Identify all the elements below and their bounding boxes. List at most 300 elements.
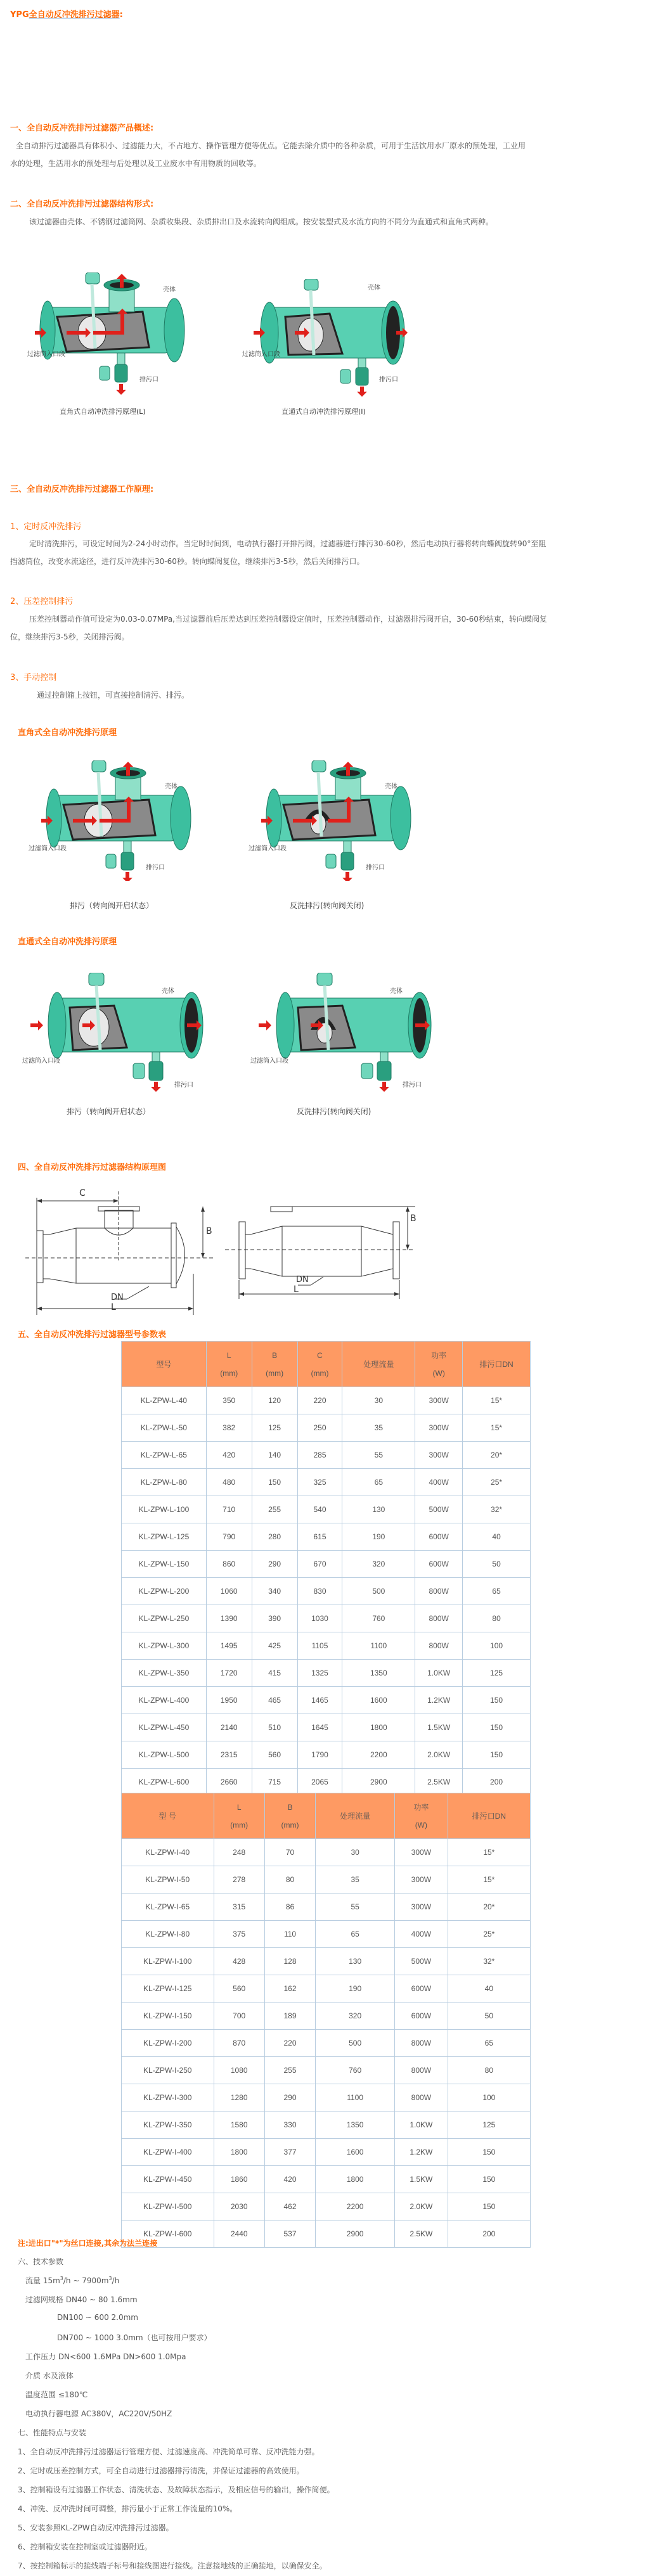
cell-model: KL-ZPW-I-250 xyxy=(122,2057,214,2084)
table-row xyxy=(122,2111,531,2139)
table-row xyxy=(122,1839,531,1866)
table-cell: 2.5KW xyxy=(415,1769,463,1796)
section3-heading: 三、全自动反冲洗排污过滤器工作原理: xyxy=(10,485,154,494)
cell-model: KL-ZPW-L-65 xyxy=(122,1442,207,1469)
table-cell: 2900 xyxy=(316,2220,395,2248)
dimension-drawing-straight xyxy=(225,1198,415,1305)
table-cell: 300W xyxy=(395,1866,448,1894)
dim-label-l: L xyxy=(294,1285,299,1295)
table-row xyxy=(122,1632,531,1660)
cell-model: KL-ZPW-L-50 xyxy=(122,1414,207,1442)
table-cell: 1060 xyxy=(206,1578,252,1605)
table-cell: 382 xyxy=(206,1414,252,1442)
table-cell: 30 xyxy=(316,1839,395,1866)
cell-model: KL-ZPW-L-150 xyxy=(122,1551,207,1578)
col-drain-dn: 排污口DN xyxy=(463,1342,531,1387)
table-cell: 715 xyxy=(252,1769,297,1796)
cell-model: KL-ZPW-I-300 xyxy=(122,2084,214,2111)
col-power: 功率 (W) xyxy=(395,1793,448,1839)
table-cell: 710 xyxy=(206,1496,252,1523)
table-cell: 50 xyxy=(463,1551,531,1578)
table-cell: 1800 xyxy=(214,2139,264,2166)
table-cell: 465 xyxy=(252,1687,297,1714)
table-cell: 320 xyxy=(342,1551,415,1578)
table-cell: 15* xyxy=(463,1414,531,1442)
feature-item: 1、全自动反冲洗排污过滤器运行管理方便、过滤速度高、冲洗简单可靠、反冲洗能力强。 xyxy=(18,2447,320,2456)
table-cell: 425 xyxy=(252,1632,297,1660)
cell-model: KL-ZPW-I-500 xyxy=(122,2193,214,2220)
table-cell: 32* xyxy=(463,1496,531,1523)
table-cell: 480 xyxy=(206,1469,252,1496)
table-cell: 800W xyxy=(415,1578,463,1605)
label-shell: 壳体 xyxy=(390,988,403,995)
table-cell: 120 xyxy=(252,1387,297,1414)
table-cell: 300W xyxy=(415,1442,463,1469)
table-cell: 560 xyxy=(214,1975,264,2002)
table-cell: 415 xyxy=(252,1660,297,1687)
table-cell: 125 xyxy=(463,1660,531,1687)
label-drain: 排污口 xyxy=(379,376,398,383)
table-cell: 35 xyxy=(342,1414,415,1442)
section1-heading: 一、全自动反冲洗排污过滤器产品概述: xyxy=(10,124,154,133)
table-row xyxy=(122,1687,531,1714)
table-cell: 150 xyxy=(448,2193,530,2220)
table-cell: 500 xyxy=(342,1578,415,1605)
label-drain: 排污口 xyxy=(174,1082,193,1089)
table-cell: 278 xyxy=(214,1866,264,1894)
table-row xyxy=(122,2166,531,2193)
table-cell: 760 xyxy=(316,2057,395,2084)
table-cell: 55 xyxy=(316,1894,395,1921)
table-row xyxy=(122,1866,531,1894)
dimension-drawing-i-svg xyxy=(225,1198,415,1305)
section7-heading: 七、性能特点与安装 xyxy=(18,2428,87,2437)
table-cell: 600W xyxy=(395,2002,448,2030)
table-cell: 150 xyxy=(463,1741,531,1769)
col-drain-dn: 排污口DN xyxy=(448,1793,530,1839)
table-cell: 100 xyxy=(463,1632,531,1660)
table-row xyxy=(122,2084,531,2111)
table-cell: 1.2KW xyxy=(395,2139,448,2166)
table-cell: 150 xyxy=(463,1687,531,1714)
table-cell: 300W xyxy=(415,1387,463,1414)
table-row xyxy=(122,1921,531,1948)
table-cell: 2030 xyxy=(214,2193,264,2220)
table-cell: 2.0KW xyxy=(395,2193,448,2220)
table-cell: 2200 xyxy=(316,2193,395,2220)
col-power: 功率 (W) xyxy=(415,1342,463,1387)
table-cell: 540 xyxy=(297,1496,342,1523)
figure-straight-closed xyxy=(247,973,437,1099)
table-cell: 20* xyxy=(448,1894,530,1921)
table-cell: 800W xyxy=(415,1605,463,1632)
table-cell: 1800 xyxy=(342,1714,415,1741)
table-cell: 2065 xyxy=(297,1769,342,1796)
cell-model: KL-ZPW-L-500 xyxy=(122,1741,207,1769)
cell-model: KL-ZPW-I-450 xyxy=(122,2166,214,2193)
cell-model: KL-ZPW-L-350 xyxy=(122,1660,207,1687)
title-prefix: YPG xyxy=(10,10,29,20)
tech-mesh-3: DN700 ~ 1000 3.0mm（也可按用户要求） xyxy=(57,2333,212,2342)
table-header-row xyxy=(122,1342,531,1387)
label-shell: 壳体 xyxy=(368,285,380,292)
table-cell: 800W xyxy=(415,1632,463,1660)
table-note: 注:进出口"*"为丝口连接,其余为法兰连接 xyxy=(18,2239,158,2248)
tech-pressure: 工作压力 DN<600 1.6MPa DN>600 1.0Mpa xyxy=(25,2352,186,2361)
table-cell: 1350 xyxy=(342,1660,415,1687)
table-cell: 300W xyxy=(395,1894,448,1921)
table-cell: 248 xyxy=(214,1839,264,1866)
table-cell: 2.5KW xyxy=(395,2220,448,2248)
cell-model: KL-ZPW-I-400 xyxy=(122,2139,214,2166)
section6-heading: 六、技术参数 xyxy=(18,2257,64,2266)
dim-label-l: L xyxy=(111,1302,116,1312)
table-cell: 25* xyxy=(463,1469,531,1496)
table-cell: 830 xyxy=(297,1578,342,1605)
cell-model: KL-ZPW-I-600 xyxy=(122,2220,214,2248)
table-cell: 80 xyxy=(264,1866,315,1894)
table-cell: 15* xyxy=(448,1839,530,1866)
label-shell: 壳体 xyxy=(165,783,178,790)
table-cell: 32* xyxy=(448,1948,530,1975)
cell-model: KL-ZPW-I-350 xyxy=(122,2111,214,2139)
table-cell: 420 xyxy=(264,2166,315,2193)
table-cell: 220 xyxy=(297,1387,342,1414)
table-cell: 1600 xyxy=(316,2139,395,2166)
table-cell: 110 xyxy=(264,1921,315,1948)
table-cell: 65 xyxy=(342,1469,415,1496)
cell-model: KL-ZPW-L-100 xyxy=(122,1496,207,1523)
table-cell: 255 xyxy=(264,2057,315,2084)
table-cell: 150 xyxy=(448,2166,530,2193)
table-cell: 125 xyxy=(252,1414,297,1442)
table-cell: 340 xyxy=(252,1578,297,1605)
table-cell: 190 xyxy=(342,1523,415,1551)
table-cell: 400W xyxy=(415,1469,463,1496)
label-inlet: 过滤筒入口段 xyxy=(22,1058,60,1065)
table-cell: 1645 xyxy=(297,1714,342,1741)
tech-mesh-2: DN100 ~ 600 2.0mm xyxy=(57,2313,138,2322)
section1-para-line2: 水的处理，生活用水的预处理与后处理以及工业废水中有用物质的回收等。 xyxy=(10,159,262,168)
table-cell: 1580 xyxy=(214,2111,264,2139)
table-cell: 615 xyxy=(297,1523,342,1551)
section1-para-line1: 全自动排污过滤器具有体积小、过滤能力大，不占地方、操作管理方便等优点。它能去除介质中的各种杂质，可用于生活饮用水厂原水的预处理，工业用 xyxy=(16,141,526,150)
table-cell: 80 xyxy=(463,1605,531,1632)
table-row xyxy=(122,1551,531,1578)
col-l: L (mm) xyxy=(206,1342,252,1387)
table-cell: 2.0KW xyxy=(415,1741,463,1769)
table-cell: 1100 xyxy=(316,2084,395,2111)
title-link[interactable]: 全自动反冲洗排污过滤器 xyxy=(29,10,120,20)
tech-medium: 介质 水及液体 xyxy=(25,2371,74,2380)
table-cell: 1325 xyxy=(297,1660,342,1687)
table-cell: 375 xyxy=(214,1921,264,1948)
table-cell: 860 xyxy=(206,1551,252,1578)
dimension-drawing-right-angle xyxy=(25,1188,216,1318)
table-row xyxy=(122,2139,531,2166)
table-cell: 25* xyxy=(448,1921,530,1948)
item2-line2: 位，继续排污3-5秒，关闭排污阀。 xyxy=(10,632,129,641)
section2-para: 该过滤器由壳体、不锈钢过滤筒网、杂质收集段、杂质排出口及水流转向阀组成。按安装型式及水流方向的不同分为直通式和直角式两种。 xyxy=(29,217,494,226)
table-cell: 40 xyxy=(448,1975,530,2002)
table-row xyxy=(122,1714,531,1741)
table-cell: 128 xyxy=(264,1948,315,1975)
dim-label-dn: DN xyxy=(111,1293,124,1302)
cell-model: KL-ZPW-L-400 xyxy=(122,1687,207,1714)
table-cell: 330 xyxy=(264,2111,315,2139)
dim-label-dn: DN xyxy=(296,1275,309,1285)
tech-power: 电动执行器电源 AC380V，AC220V/50HZ xyxy=(25,2409,172,2418)
table-cell: 2660 xyxy=(206,1769,252,1796)
spec-table-right-angle xyxy=(121,1341,531,1796)
col-model: 型号 xyxy=(122,1342,207,1387)
cell-model: KL-ZPW-I-200 xyxy=(122,2030,214,2057)
table-cell: 189 xyxy=(264,2002,315,2030)
table-cell: 315 xyxy=(214,1894,264,1921)
table-cell: 80 xyxy=(448,2057,530,2084)
cell-model: KL-ZPW-I-65 xyxy=(122,1894,214,1921)
table-cell: 1.5KW xyxy=(415,1714,463,1741)
table-cell: 1390 xyxy=(206,1605,252,1632)
cell-model: KL-ZPW-I-125 xyxy=(122,1975,214,2002)
label-inlet: 过滤筒入口段 xyxy=(29,845,67,852)
table-cell: 670 xyxy=(297,1551,342,1578)
table-cell: 600W xyxy=(415,1523,463,1551)
col-b: B (mm) xyxy=(252,1342,297,1387)
table-cell: 150 xyxy=(448,2139,530,2166)
col-l: L (mm) xyxy=(214,1793,264,1839)
dim-label-b: B xyxy=(206,1226,212,1236)
table-cell: 800W xyxy=(395,2084,448,2111)
table-cell: 2200 xyxy=(342,1741,415,1769)
cell-model: KL-ZPW-I-50 xyxy=(122,1866,214,1894)
table-body-right-angle xyxy=(122,1387,531,1796)
table-cell: 390 xyxy=(252,1605,297,1632)
table-cell: 420 xyxy=(206,1442,252,1469)
table-cell: 2140 xyxy=(206,1714,252,1741)
table-cell: 600W xyxy=(395,1975,448,2002)
table-cell: 200 xyxy=(463,1769,531,1796)
col-flow: 处理流量 xyxy=(342,1342,415,1387)
table-cell: 1465 xyxy=(297,1687,342,1714)
table-row xyxy=(122,1578,531,1605)
item3-line1: 通过控制箱上按钮，可直接控制清污、排污。 xyxy=(37,691,190,700)
table-row xyxy=(122,1741,531,1769)
label-inlet: 过滤筒入口段 xyxy=(250,1058,288,1065)
label-shell: 壳体 xyxy=(163,286,176,293)
cell-model: KL-ZPW-I-100 xyxy=(122,1948,214,1975)
table-cell: 200 xyxy=(448,2220,530,2248)
table-cell: 15* xyxy=(448,1866,530,1894)
table-header-row xyxy=(122,1793,531,1839)
table-cell: 325 xyxy=(297,1469,342,1496)
table-cell: 560 xyxy=(252,1741,297,1769)
table-cell: 1600 xyxy=(342,1687,415,1714)
table-cell: 150 xyxy=(252,1469,297,1496)
table-cell: 600W xyxy=(415,1551,463,1578)
table-cell: 250 xyxy=(297,1414,342,1442)
table-cell: 1495 xyxy=(206,1632,252,1660)
table-cell: 2440 xyxy=(214,2220,264,2248)
figure-right-angle-principle xyxy=(22,272,193,399)
figure-right-angle-open xyxy=(29,760,200,881)
table-cell: 50 xyxy=(448,2002,530,2030)
label-shell: 壳体 xyxy=(162,988,174,995)
table-cell: 537 xyxy=(264,2220,315,2248)
item2-line1: 压差控制器动作值可设定为0.03-0.07MPa,当过滤器前后压差达到压差控制器设定值时，压差控制器动作，过滤器排污阀开启，30-60秒结束，转向蝶阀复 xyxy=(29,615,547,624)
table-cell: 350 xyxy=(206,1387,252,1414)
tech-flow: 流量 $15m^3/h$ ~ $7900m^3/h$ xyxy=(25,2276,120,2285)
table-cell: 285 xyxy=(297,1442,342,1469)
table-cell: 1080 xyxy=(214,2057,264,2084)
feature-item: 7、按控制箱标示的接线端子标号和接线图进行接线。注意接地线的正确接地，以确保安全。 xyxy=(18,2561,327,2570)
col-c: C (mm) xyxy=(297,1342,342,1387)
table-row xyxy=(122,1523,531,1551)
label-inlet: 过滤筒入口段 xyxy=(249,845,287,852)
section4-heading: 四、全自动反冲洗排污过滤器结构原理图 xyxy=(18,1163,167,1172)
label-drain: 排污口 xyxy=(366,864,385,871)
cell-model: KL-ZPW-L-125 xyxy=(122,1523,207,1551)
table-cell: 870 xyxy=(214,2030,264,2057)
table-cell: 1280 xyxy=(214,2084,264,2111)
label-shell: 壳体 xyxy=(385,783,397,790)
table-row xyxy=(122,1469,531,1496)
table-cell: 320 xyxy=(316,2002,395,2030)
page-title xyxy=(10,8,123,20)
cell-model: KL-ZPW-I-150 xyxy=(122,2002,214,2030)
cell-model: KL-ZPW-L-200 xyxy=(122,1578,207,1605)
table-cell: 760 xyxy=(342,1605,415,1632)
table-cell: 700 xyxy=(214,2002,264,2030)
tech-temperature: 温度范围 ≤180℃ xyxy=(25,2390,88,2399)
cell-model: KL-ZPW-L-250 xyxy=(122,1605,207,1632)
table-row xyxy=(122,2030,531,2057)
table-cell: 1790 xyxy=(297,1741,342,1769)
feature-item: 2、定时或压差控制方式，可全自动进行过滤器排污清洗，并保证过滤器的高效使用。 xyxy=(18,2466,304,2475)
table-cell: 500 xyxy=(316,2030,395,2057)
table-cell: 377 xyxy=(264,2139,315,2166)
table-row xyxy=(122,1387,531,1414)
table-cell: 1860 xyxy=(214,2166,264,2193)
table-cell: 300W xyxy=(415,1414,463,1442)
label-inlet: 过滤筒入口段 xyxy=(242,351,280,358)
table-cell: 1.0KW xyxy=(395,2111,448,2139)
item1-line1: 定时清洗排污，可设定时间为2-24小时动作。当定时时间到，电动执行器打开排污阀，过滤器进行排污30-60秒，然后电动执行器将转向蝶阀旋转90°至阻 xyxy=(29,539,546,548)
figure-straight-open xyxy=(19,973,209,1099)
table-cell: 300W xyxy=(395,1839,448,1866)
straight-caption-open: 排污（转向阀开启状态） xyxy=(67,1107,151,1116)
table-cell: 140 xyxy=(252,1442,297,1469)
table-cell: 290 xyxy=(264,2084,315,2111)
table-row xyxy=(122,2220,531,2248)
table-cell: 1030 xyxy=(297,1605,342,1632)
cell-model: KL-ZPW-L-40 xyxy=(122,1387,207,1414)
table-cell: 30 xyxy=(342,1387,415,1414)
col-flow: 处理流量 xyxy=(316,1793,395,1839)
filter-right-angle-open-illustration xyxy=(29,760,200,881)
table-cell: 35 xyxy=(316,1866,395,1894)
table-cell: 1720 xyxy=(206,1660,252,1687)
table-cell: 280 xyxy=(252,1523,297,1551)
table-row xyxy=(122,1605,531,1632)
figure-straight-principle xyxy=(241,279,412,399)
right-angle-caption-open: 排污（转向阀开启状态） xyxy=(70,901,154,910)
feature-item: 6、控制箱安装在控制室或过滤器附近。 xyxy=(18,2542,152,2551)
table-cell: 800W xyxy=(395,2057,448,2084)
straight-heading: 直通式全自动冲洗排污原理 xyxy=(18,937,117,947)
table-row xyxy=(122,1975,531,2002)
table-cell: 70 xyxy=(264,1839,315,1866)
table-cell: 255 xyxy=(252,1496,297,1523)
title-suffix: : xyxy=(119,10,123,20)
item3-title: 3、手动控制 xyxy=(10,673,57,682)
table-cell: 790 xyxy=(206,1523,252,1551)
cell-model: KL-ZPW-L-80 xyxy=(122,1469,207,1496)
table-cell: 462 xyxy=(264,2193,315,2220)
label-drain: 排污口 xyxy=(403,1082,422,1089)
table-row xyxy=(122,2057,531,2084)
table-cell: 1.0KW xyxy=(415,1660,463,1687)
cell-model: KL-ZPW-L-600 xyxy=(122,1769,207,1796)
straight-caption-closed: 反洗排污(转向阀关闭) xyxy=(297,1107,371,1116)
table-cell: 150 xyxy=(463,1714,531,1741)
table-cell: 100 xyxy=(448,2084,530,2111)
table-cell: 162 xyxy=(264,1975,315,2002)
table-cell: 800W xyxy=(395,2030,448,2057)
item1-title: 1、定时反冲洗排污 xyxy=(10,522,82,532)
table-row xyxy=(122,1894,531,1921)
cell-model: KL-ZPW-L-300 xyxy=(122,1632,207,1660)
col-b: B (mm) xyxy=(264,1793,315,1839)
table-cell: 65 xyxy=(448,2030,530,2057)
feature-item: 4、冲洗、反冲洗时间可调整，排污量小于正常工作流量的10%。 xyxy=(18,2504,238,2513)
table-cell: 1.2KW xyxy=(415,1687,463,1714)
table-cell: 1105 xyxy=(297,1632,342,1660)
figure-right-angle-closed xyxy=(249,760,420,881)
table-cell: 1950 xyxy=(206,1687,252,1714)
table-row xyxy=(122,1414,531,1442)
spec-table-straight xyxy=(121,1793,531,2248)
col-model: 型 号 xyxy=(122,1793,214,1839)
feature-item: 5、安装参照KL-ZPW自动反冲洗排污过滤器。 xyxy=(18,2523,174,2532)
cell-model: KL-ZPW-I-80 xyxy=(122,1921,214,1948)
table-cell: 130 xyxy=(316,1948,395,1975)
table-row xyxy=(122,2193,531,2220)
table-cell: 1100 xyxy=(342,1632,415,1660)
right-angle-heading: 直角式全自动冲洗排污原理 xyxy=(18,728,117,738)
item2-title: 2、压差控制排污 xyxy=(10,597,74,606)
table-cell: 500W xyxy=(395,1948,448,1975)
table-cell: 220 xyxy=(264,2030,315,2057)
table-row xyxy=(122,1442,531,1469)
cell-model: KL-ZPW-I-40 xyxy=(122,1839,214,1866)
section5-heading: 五、全自动反冲洗排污过滤器型号参数表 xyxy=(18,1330,167,1340)
table-cell: 500W xyxy=(415,1496,463,1523)
table-cell: 400W xyxy=(395,1921,448,1948)
table-cell: 1800 xyxy=(316,2166,395,2193)
dim-label-b: B xyxy=(410,1214,417,1224)
table-cell: 2315 xyxy=(206,1741,252,1769)
figure1-caption: 直角式自动冲洗排污原理(L) xyxy=(60,407,146,416)
tech-mesh-1: 过滤网规格 DN40 ~ 80 1.6mm xyxy=(25,2295,138,2304)
table-cell: 190 xyxy=(316,1975,395,2002)
table-row xyxy=(122,1660,531,1687)
section2-heading: 二、全自动反冲洗排污过滤器结构形式: xyxy=(10,200,154,209)
table-cell: 130 xyxy=(342,1496,415,1523)
table-cell: 65 xyxy=(463,1578,531,1605)
table-cell: 20* xyxy=(463,1442,531,1469)
dim-label-c: C xyxy=(79,1188,86,1198)
